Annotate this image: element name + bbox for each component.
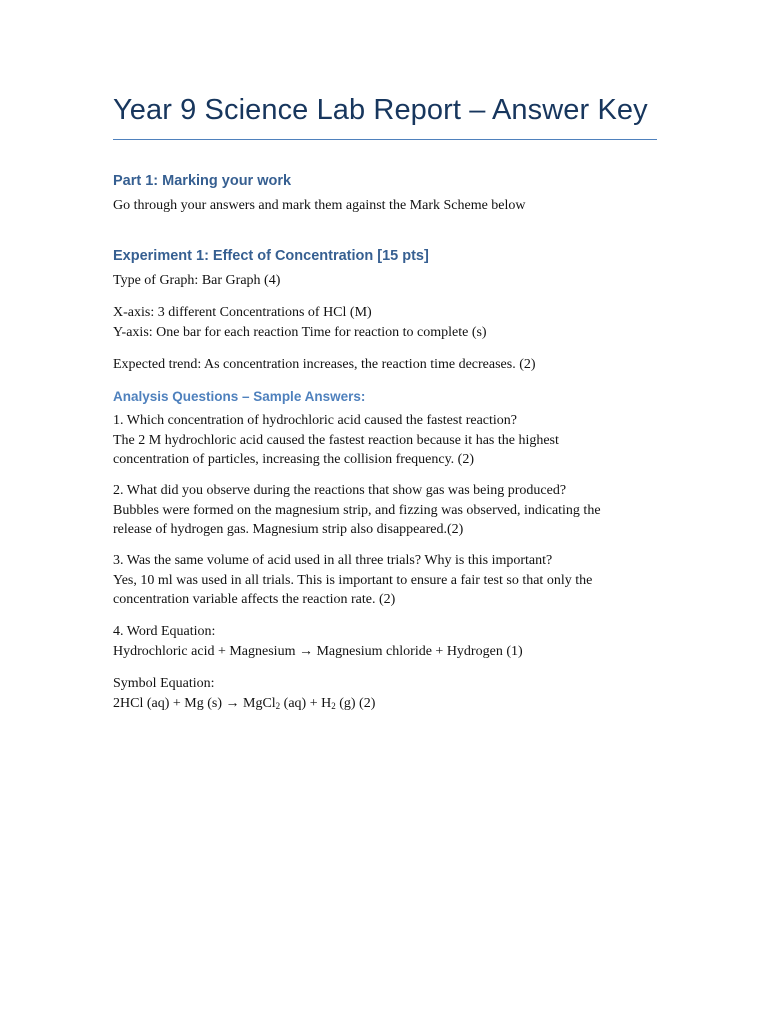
answer-1-line-2: concentration of particles, increasing the collision frequency. (2) — [113, 452, 475, 467]
word-equation-label: 4. Word Equation: — [113, 624, 216, 639]
question-1-block — [113, 411, 559, 470]
experiment1-heading: Experiment 1: Effect of Concentration [15 pts] — [113, 248, 429, 264]
question-1-text: 1. Which concentration of hydrochloric acid caused the fastest reaction? — [113, 413, 518, 428]
question-4-block — [113, 622, 523, 661]
question-2-block — [113, 481, 601, 540]
graph-type-text: Type of Graph: Bar Graph (4) — [113, 273, 281, 288]
x-axis-text: X-axis: 3 different Concentrations of HCl (M) — [113, 305, 372, 320]
question-3-block — [113, 551, 592, 610]
axes-block — [113, 303, 487, 342]
word-equation: Hydrochloric acid + Magnesium → Magnesium chloride + Hydrogen (1) — [113, 643, 523, 659]
question-3-text: 3. Was the same volume of acid used in all three trials? Why is this important? — [113, 553, 553, 568]
symbol-eq-subscript-2: 2 — [331, 700, 336, 711]
page-title: Year 9 Science Lab Report – Answer Key — [113, 94, 648, 126]
symbol-equation — [113, 694, 375, 714]
symbol-equation-label: Symbol Equation: — [113, 676, 215, 691]
expected-trend-text: Expected trend: As concentration increases, the reaction time decreases. (2) — [113, 357, 536, 372]
analysis-heading: Analysis Questions – Sample Answers: — [113, 389, 366, 404]
answer-2-line-1: Bubbles were formed on the magnesium strip, and fizzing was observed, indicating the — [113, 502, 601, 518]
question-2-text: 2. What did you observe during the reactions that show gas was being produced? — [113, 483, 567, 498]
y-axis-text: Y-axis: One bar for each reaction Time for reaction to complete (s) — [113, 324, 487, 340]
answer-3-line-1: Yes, 10 ml was used in all trials. This is important to ensure a fair test so that only the — [113, 572, 593, 588]
part1-instructions: Go through your answers and mark them against the Mark Scheme below — [113, 198, 526, 213]
symbol-eq-part-1: 2HCl (aq) + Mg (s) → MgCl — [113, 695, 276, 711]
symbol-eq-part-3: (g) (2) — [335, 695, 376, 711]
title-underline — [113, 139, 657, 140]
symbol-eq-subscript-1: 2 — [275, 700, 281, 711]
symbol-equation-block — [113, 674, 375, 713]
answer-3-line-2: concentration variable affects the reaction rate. (2) — [113, 592, 396, 607]
answer-1-line-1: The 2 M hydrochloric acid caused the fastest reaction because it has the highest — [113, 432, 559, 448]
part1-heading: Part 1: Marking your work — [113, 173, 292, 189]
symbol-eq-part-2: (aq) + H — [280, 695, 332, 711]
answer-2-line-2: release of hydrogen gas. Magnesium strip also disappeared.(2) — [113, 522, 464, 537]
